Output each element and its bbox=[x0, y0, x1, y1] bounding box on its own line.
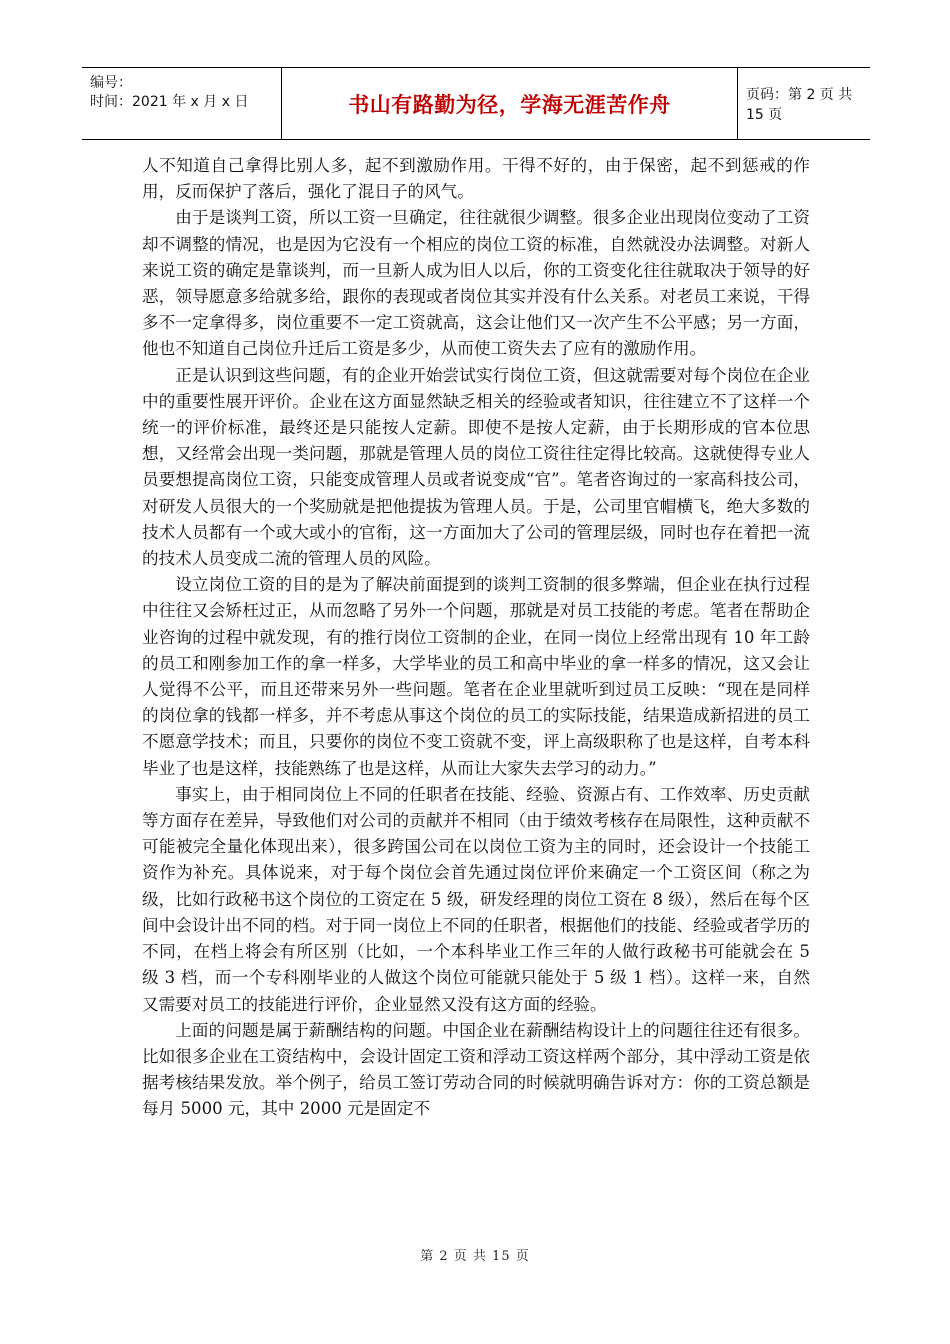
header-page-info: 页码：第 2 页 共 15 页 bbox=[746, 86, 853, 123]
paragraph: 设立岗位工资的目的是为了解决前面提到的谈判工资制的很多弊端，但企业在执行过程中往往又会矫枉过正，从而忽略了另外一个问题，那就是对员工技能的考虑。笔者在帮助企业咨询的过程中就发现，有的推行岗位工资制的企业，在同一岗位上经常出现有 10 年工龄的员工和刚参加工作的拿一样多，大学毕业的员工和高中毕业的拿一样多的情况，这又会让人觉得不公平，而且还带来另外一些问题。笔者在企业里就听到过员工反映：“现在是同样的岗位拿的钱都一样多，并不考虑从事这个岗位的员工的实际技能，结果造成新招进的员工不愿意学技术；而且，只要你的岗位不变工资就不变，评上高级职称了也是这样，自考本科毕业了也是这样，技能熟练了也是这样，从而让大家失去学习的动力。” bbox=[142, 575, 810, 778]
paragraph: 事实上，由于相同岗位上不同的任职者在技能、经验、资源占有、工作效率、历史贡献等方面存在差异，导致他们对公司的贡献并不相同（由于绩效考核存在局限性，这种贡献不可能被完全量化体现出来），很多跨国公司在以岗位工资为主的同时，还会设计一个技能工资作为补充。具体说来，对于每个岗位会首先通过岗位评价来确定一个工资区间（称之为级，比如行政秘书这个岗位的工资定在 5 级，研发经理的岗位工资在 8 级），然后在每个区间中会设计出不同的档。对于同一岗位上不同的任职者，根据他们的技能、经验或者学历的不同，在档上将会有所区别（比如，一个本科毕业工作三年的人做行政秘书可能就会在 5 级 3 档，而一个专科刚毕业的人做这个岗位可能就只能处于 5 级 1 档）。这样一来，自然又需要对员工的技能进行评价，企业显然又没有这方面的经验。 bbox=[142, 784, 810, 1014]
paragraph: 由于是谈判工资，所以工资一旦确定，往往就很少调整。很多企业出现岗位变动了工资却不调整的情况，也是因为它没有一个相应的岗位工资的标准，自然就没办法调整。对新人来说工资的确定是靠谈判，而一旦新人成为旧人以后，你的工资变化往往就取决于领导的好恶，领导愿意多给就多给，跟你的表现或者岗位其实并没有什么关系。对老员工来说，干得多不一定拿得多，岗位重要不一定工资就高，这会让他们又一次产生不公平感；另一方面，他也不知道自己岗位升迁后工资是多少，从而使工资失去了应有的激励作用。 bbox=[142, 208, 810, 359]
paragraph: 人不知道自己拿得比别人多，起不到激励作用。干得不好的，由于保密，起不到惩戒的作用，反而保护了落后，强化了混日子的风气。 bbox=[142, 156, 810, 202]
header-meta bbox=[82, 68, 282, 139]
paragraph: 上面的问题是属于薪酬结构的问题。中国企业在薪酬结构设计上的问题往往还有很多。比如很多企业在工资结构中，会设计固定工资和浮动工资这样两个部分，其中浮动工资是依据考核结果发放。举个例子，给员工签订劳动合同的时候就明确告诉对方：你的工资总额是每月 5000 元，其中 2000 元是固定不 bbox=[142, 1020, 810, 1119]
paragraph: 正是认识到这些问题，有的企业开始尝试实行岗位工资，但这就需要对每个岗位在企业中的重要性展开评价。企业在这方面显然缺乏相关的经验或者知识，往往建立不了这样一个统一的评价标准，最终还是只能按人定薪。即使不是按人定薪，由于长期形成的官本位思想，又经常会出现一类问题，那就是管理人员的岗位工资往往定得比较高。这就使得专业人员要想提高岗位工资，只能变成管理人员或者说变成“官”。笔者咨询过的一家高科技公司，对研发人员很大的一个奖励就是把他提拔为管理人员。于是，公司里官帽横飞，绝大多数的技术人员都有一个或大或小的官衔，这一方面加大了公司的管理层级，同时也存在着把一流的技术人员变成二流的管理人员的风险。 bbox=[142, 365, 810, 569]
header-motto: 书山有路勤为径，学海无涯苦作舟 bbox=[282, 68, 738, 139]
document-time-label: 时间：2021 年 x 月 x 日 bbox=[90, 94, 249, 110]
page-footer: 第 2 页 共 15 页 bbox=[420, 1249, 530, 1264]
page-header bbox=[82, 67, 870, 140]
document-number-label: 编号： bbox=[90, 75, 132, 91]
document-body bbox=[142, 153, 810, 1123]
